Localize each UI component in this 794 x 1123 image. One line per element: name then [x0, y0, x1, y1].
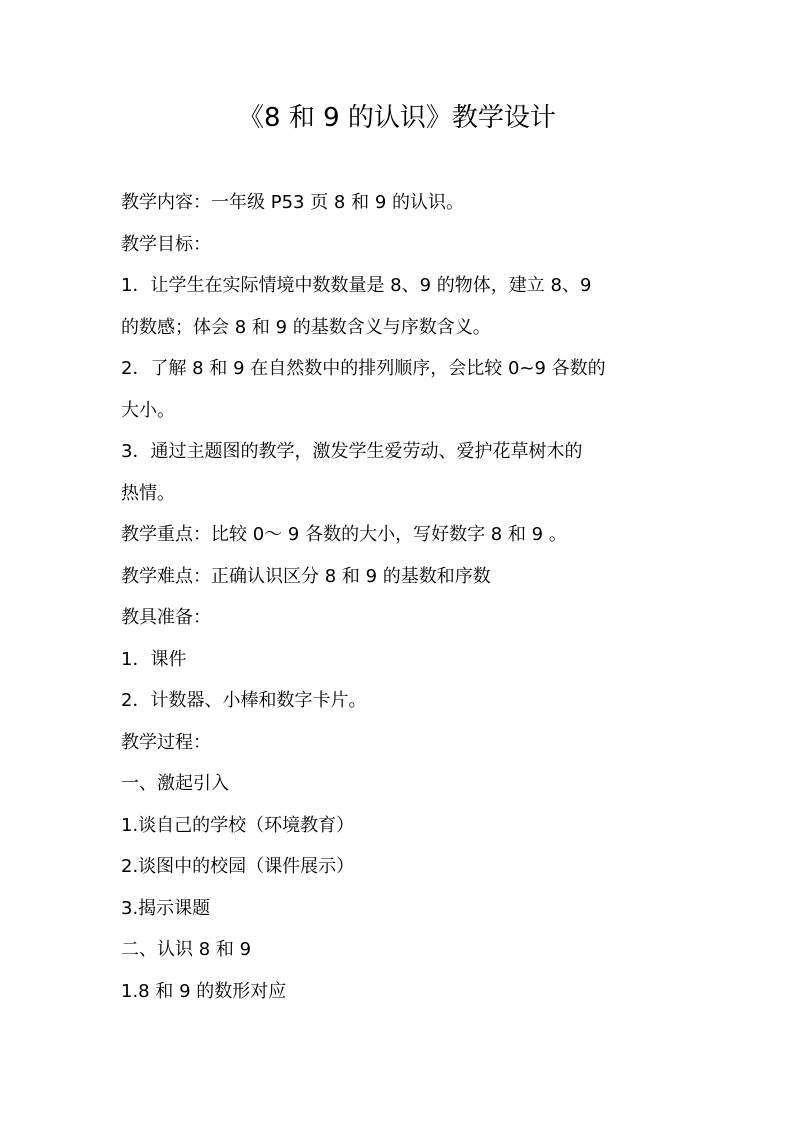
text-line-material-2: 2．计数器、小棒和数字卡片。: [121, 690, 367, 711]
text-line-content: 教学内容：一年级 P53 页 8 和 9 的认识。: [121, 192, 464, 213]
text-line-key-points: 教学重点：比较 0～ 9 各数的大小，写好数字 8 和 9 。: [121, 524, 567, 545]
text-line-step-1-1: 1.谈自己的学校（环境教育）: [121, 814, 355, 836]
text-line-step-2-1: 1.8 和 9 的数形对应: [121, 980, 287, 1002]
text-line-difficulties: 教学难点：正确认识区分 8 和 9 的基数和序数: [121, 565, 491, 587]
text-line-objective-2a: 2．了解 8 和 9 在自然数中的排列顺序，会比较 0~9 各数的: [121, 358, 606, 379]
text-line-step-1-2: 2.谈图中的校园（课件展示）: [121, 856, 355, 877]
text-line-material-1: 1．课件: [121, 648, 187, 670]
text-line-section-2: 二、认识 8 和 9: [121, 939, 252, 960]
text-line-objective-3b: 热情。: [121, 482, 175, 504]
text-line-step-1-3: 3.揭示课题: [121, 897, 211, 919]
text-line-process-heading: 教学过程：: [121, 731, 211, 753]
text-line-objectives-heading: 教学目标：: [121, 233, 211, 255]
text-line-objective-1b: 的数感；体会 8 和 9 的基数含义与序数含义。: [121, 316, 491, 338]
text-line-section-1: 一、激起引入: [121, 773, 229, 794]
document-body: [121, 182, 681, 1012]
text-line-objective-2b: 大小。: [121, 399, 175, 421]
text-line-objective-3a: 3．通过主题图的教学，激发学生爱劳动、爱护花草树木的: [121, 441, 583, 462]
document-title: 《8 和 9 的认识》教学设计: [238, 103, 556, 133]
text-line-objective-1a: 1．让学生在实际情境中数数量是 8、9 的物体，建立 8、9: [121, 275, 592, 296]
text-line-materials-heading: 教具准备：: [121, 607, 211, 628]
